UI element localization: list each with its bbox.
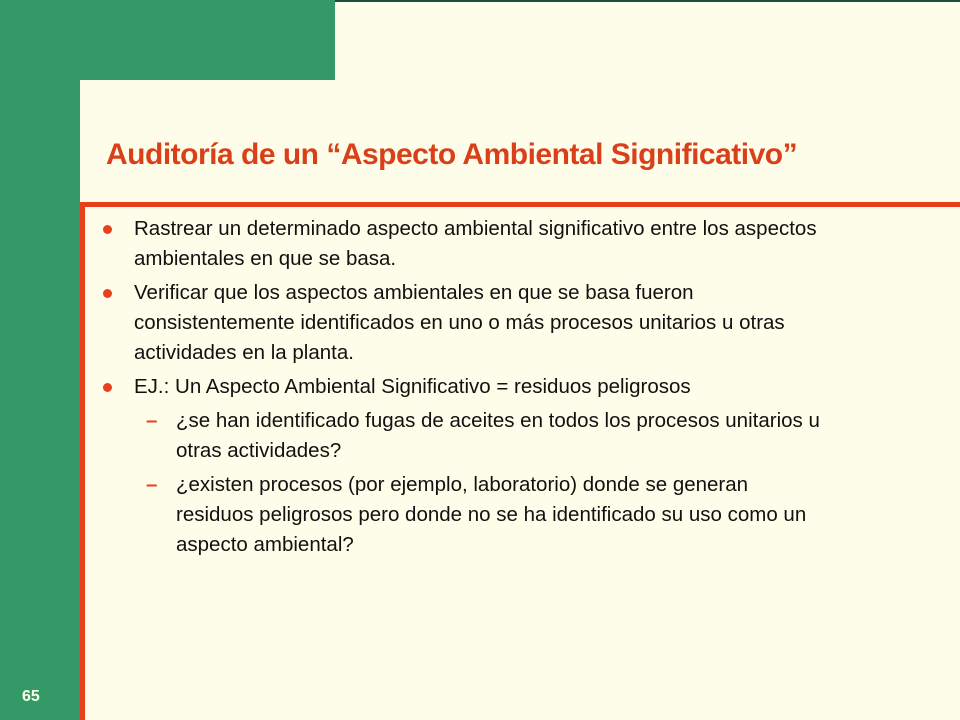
- bullet-item: [100, 214, 820, 274]
- page-number: 65: [22, 688, 40, 705]
- bullet-dot-icon: [103, 225, 112, 234]
- bullet-text: Rastrear un determinado aspecto ambiental significativo entre los aspectos ambientales en que se basa.: [134, 217, 817, 270]
- bullet-text: EJ.: Un Aspecto Ambiental Significativo = residuos peligrosos: [134, 375, 691, 398]
- bullet-dot-icon: [103, 383, 112, 392]
- orange-horizontal-rule: [80, 202, 960, 207]
- orange-vertical-rule: [80, 202, 85, 720]
- bullet-list: [100, 214, 820, 564]
- bullet-dot-icon: [103, 289, 112, 298]
- green-top-block: [0, 0, 335, 80]
- dash-icon: –: [146, 473, 158, 496]
- bullet-text: Verificar que los aspectos ambientales en que se basa fueron consistentemente identificados en uno o más procesos unitarios u otras actividades en la planta.: [134, 281, 785, 364]
- bullet-item: [100, 278, 820, 368]
- sub-bullet-item: [100, 470, 820, 560]
- sub-bullet-item: [100, 406, 820, 466]
- top-rule: [335, 0, 960, 2]
- sub-bullet-text: ¿se han identificado fugas de aceites en todos los procesos unitarios u otras actividades?: [176, 409, 820, 462]
- sub-bullet-text: ¿existen procesos (por ejemplo, laboratorio) donde se generan residuos peligrosos pero donde no se ha identificado su uso como un aspecto ambiental?: [176, 473, 807, 556]
- dash-icon: –: [146, 409, 158, 432]
- bullet-item: [100, 372, 820, 402]
- slide-title: Auditoría de un “Aspecto Ambiental Significativo”: [106, 138, 798, 171]
- green-side-band: [0, 0, 80, 720]
